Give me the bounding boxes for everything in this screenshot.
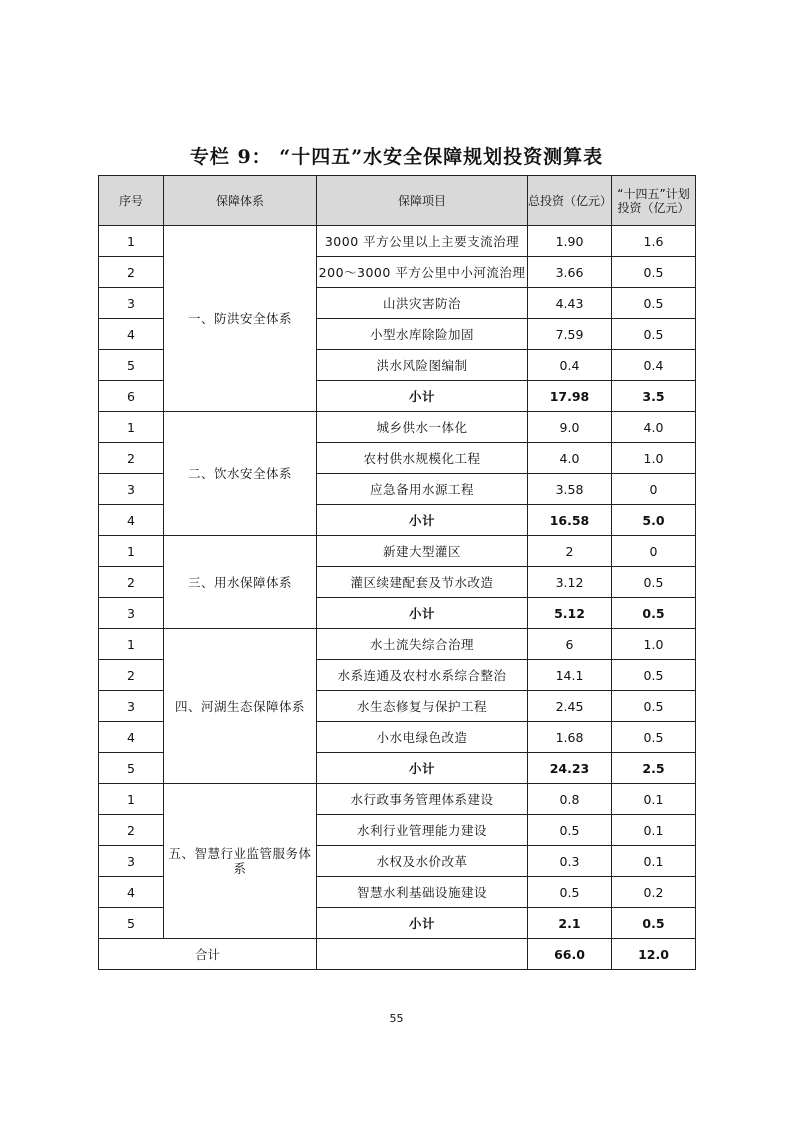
system-group-label: 一、防洪安全体系 (164, 226, 317, 412)
plan-investment-value: 0.5 (612, 567, 696, 598)
system-group-label: 二、饮水安全体系 (164, 412, 317, 536)
project-name: 农村供水规模化工程 (317, 443, 528, 474)
table-header-row (99, 176, 696, 226)
row-seq: 3 (99, 691, 164, 722)
plan-investment-value: 1.6 (612, 226, 696, 257)
table-row (99, 536, 696, 567)
plan-investment-value: 0.5 (612, 908, 696, 939)
table-row (99, 784, 696, 815)
plan-investment-value: 2.5 (612, 753, 696, 784)
grand-total-blank (317, 939, 528, 970)
header-system: 保障体系 (164, 176, 317, 226)
row-seq: 1 (99, 629, 164, 660)
page-title: 专栏 9： “十四五”水安全保障规划投资测算表 (189, 146, 604, 168)
plan-investment-value: 0.5 (612, 598, 696, 629)
table-row (99, 412, 696, 443)
grand-total-plan: 12.0 (612, 939, 696, 970)
system-group-label: 四、河湖生态保障体系 (164, 629, 317, 784)
total-investment-value: 9.0 (528, 412, 612, 443)
project-name: 城乡供水一体化 (317, 412, 528, 443)
row-seq: 2 (99, 815, 164, 846)
total-investment-value: 4.43 (528, 288, 612, 319)
row-seq: 1 (99, 412, 164, 443)
project-name: 水土流失综合治理 (317, 629, 528, 660)
plan-investment-value: 0.5 (612, 660, 696, 691)
header-seq: 序号 (99, 176, 164, 226)
plan-investment-value: 5.0 (612, 505, 696, 536)
subtotal-label: 小计 (317, 908, 528, 939)
total-investment-value: 1.90 (528, 226, 612, 257)
total-investment-value: 17.98 (528, 381, 612, 412)
plan-investment-value: 4.0 (612, 412, 696, 443)
project-name: 小型水库除险加固 (317, 319, 528, 350)
plan-investment-value: 0 (612, 536, 696, 567)
plan-investment-value: 0.1 (612, 784, 696, 815)
row-seq: 2 (99, 660, 164, 691)
investment-table (98, 175, 696, 970)
row-seq: 4 (99, 877, 164, 908)
row-seq: 4 (99, 722, 164, 753)
row-seq: 3 (99, 846, 164, 877)
row-seq: 2 (99, 443, 164, 474)
plan-investment-value: 0.2 (612, 877, 696, 908)
total-investment-value: 5.12 (528, 598, 612, 629)
total-investment-value: 3.12 (528, 567, 612, 598)
project-name: 山洪灾害防治 (317, 288, 528, 319)
row-seq: 2 (99, 257, 164, 288)
row-seq: 5 (99, 350, 164, 381)
header-plan-investment: “十四五”计划投资（亿元） (612, 176, 696, 226)
total-investment-value: 7.59 (528, 319, 612, 350)
project-name: 灌区续建配套及节水改造 (317, 567, 528, 598)
plan-investment-value: 0.5 (612, 288, 696, 319)
total-investment-value: 2.45 (528, 691, 612, 722)
plan-investment-value: 3.5 (612, 381, 696, 412)
row-seq: 1 (99, 784, 164, 815)
project-name: 智慧水利基础设施建设 (317, 877, 528, 908)
project-name: 洪水风险图编制 (317, 350, 528, 381)
project-name: 水生态修复与保护工程 (317, 691, 528, 722)
plan-investment-value: 0.5 (612, 722, 696, 753)
total-investment-value: 2 (528, 536, 612, 567)
plan-investment-value: 0 (612, 474, 696, 505)
row-seq: 3 (99, 474, 164, 505)
plan-investment-value: 0.5 (612, 319, 696, 350)
total-investment-value: 4.0 (528, 443, 612, 474)
project-name: 小水电绿色改造 (317, 722, 528, 753)
row-seq: 1 (99, 226, 164, 257)
total-investment-value: 0.5 (528, 877, 612, 908)
row-seq: 5 (99, 753, 164, 784)
subtotal-label: 小计 (317, 505, 528, 536)
total-investment-value: 24.23 (528, 753, 612, 784)
total-investment-value: 0.3 (528, 846, 612, 877)
plan-investment-value: 0.4 (612, 350, 696, 381)
page-number: 55 (389, 1012, 404, 1025)
row-seq: 3 (99, 288, 164, 319)
grand-total-investment: 66.0 (528, 939, 612, 970)
total-investment-value: 0.8 (528, 784, 612, 815)
row-seq: 5 (99, 908, 164, 939)
total-investment-value: 2.1 (528, 908, 612, 939)
subtotal-label: 小计 (317, 381, 528, 412)
project-name: 应急备用水源工程 (317, 474, 528, 505)
total-investment-value: 1.68 (528, 722, 612, 753)
project-name: 新建大型灌区 (317, 536, 528, 567)
project-name: 200～3000 平方公里中小河流治理 (317, 257, 528, 288)
project-name: 水利行业管理能力建设 (317, 815, 528, 846)
row-seq: 3 (99, 598, 164, 629)
total-investment-value: 3.66 (528, 257, 612, 288)
project-name: 水行政事务管理体系建设 (317, 784, 528, 815)
subtotal-label: 小计 (317, 753, 528, 784)
plan-investment-value: 0.1 (612, 846, 696, 877)
total-investment-value: 0.4 (528, 350, 612, 381)
table-row (99, 226, 696, 257)
plan-investment-value: 0.5 (612, 691, 696, 722)
project-name: 3000 平方公里以上主要支流治理 (317, 226, 528, 257)
plan-investment-value: 1.0 (612, 443, 696, 474)
project-name: 水系连通及农村水系综合整治 (317, 660, 528, 691)
row-seq: 6 (99, 381, 164, 412)
project-name: 水权及水价改革 (317, 846, 528, 877)
plan-investment-value: 1.0 (612, 629, 696, 660)
grand-total-row (99, 939, 696, 970)
total-investment-value: 6 (528, 629, 612, 660)
grand-total-label: 合计 (99, 939, 317, 970)
plan-investment-value: 0.1 (612, 815, 696, 846)
row-seq: 4 (99, 319, 164, 350)
plan-investment-value: 0.5 (612, 257, 696, 288)
row-seq: 1 (99, 536, 164, 567)
subtotal-label: 小计 (317, 598, 528, 629)
total-investment-value: 14.1 (528, 660, 612, 691)
header-project: 保障项目 (317, 176, 528, 226)
header-total-investment: 总投资（亿元） (528, 176, 612, 226)
system-group-label: 五、智慧行业监管服务体系 (164, 784, 317, 939)
table-row (99, 629, 696, 660)
total-investment-value: 3.58 (528, 474, 612, 505)
system-group-label: 三、用水保障体系 (164, 536, 317, 629)
row-seq: 4 (99, 505, 164, 536)
total-investment-value: 0.5 (528, 815, 612, 846)
total-investment-value: 16.58 (528, 505, 612, 536)
table-body (99, 226, 696, 939)
row-seq: 2 (99, 567, 164, 598)
